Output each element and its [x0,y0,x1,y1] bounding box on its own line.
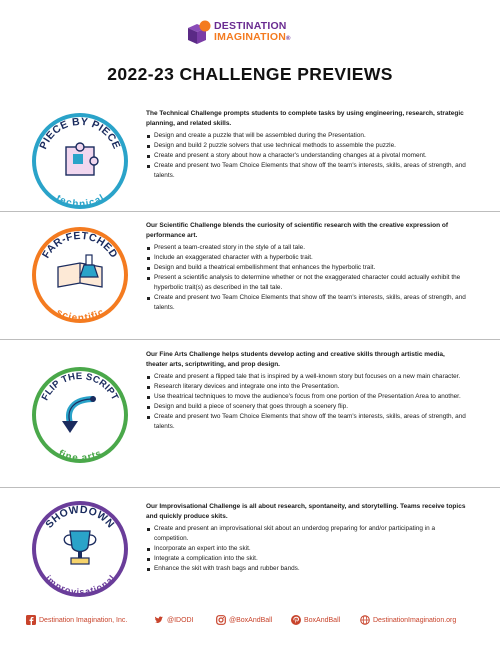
requirement-item: Use theatrical techniques to move the audience's focus from one portion of the Presentation Area to another. [146,392,468,402]
badge-category: scientific [54,307,106,325]
requirement-item: Integrate a complication into the skit. [146,554,468,564]
requirement-item: Include an exaggerated character with a hyperbolic trait. [146,253,468,263]
page-title: 2022-23 CHALLENGE PREVIEWS [107,64,393,84]
requirement-item: Design and build a theatrical embellishment that enhances the hyperbolic trait. [146,263,468,273]
requirement-item: Enhance the skit with trash bags and rubber bands. [146,564,468,574]
requirement-item: Create and present a flipped tale that is inspired by a well-known story but focuses on a new main character. [146,372,468,382]
twitter-link[interactable] [154,615,194,625]
challenge-badge [30,111,130,211]
badge-category: fine arts [56,448,104,465]
requirement-item: Design and create a puzzle that will be assembled during the Presentation. [146,131,468,141]
challenge-description [146,502,468,574]
facebook-link[interactable] [26,615,127,625]
requirement-list [146,243,468,313]
requirement-item: Incorporate an expert into the skit. [146,544,468,554]
logo-registered-mark: ® [286,36,291,42]
requirement-list [146,372,468,432]
twitter-icon [154,615,164,625]
twitter-handle: @IDODI [167,616,194,624]
puzzle-icon [66,143,98,175]
requirement-item: Research literary devices and integrate one into the Presentation. [146,382,468,392]
badge-title: FAR-FETCHED [39,229,120,261]
logo-line-2: IMAGINATION [214,31,286,43]
website-link[interactable] [360,615,456,625]
requirement-item: Create and present an improvisational skit about an underdog preparing for and/or participating in a competition. [146,524,468,544]
section-divider [0,211,500,212]
badge-title: SHOWDOWN [43,503,117,531]
challenge-intro: Our Improvisational Challenge is all about research, spontaneity, and storytelling. Teams receive topics and quickly produce skits. [146,503,466,520]
globe-icon [360,615,370,625]
requirement-item: Design and build 2 puzzle solvers that use technical methods to assemble the puzzle. [146,141,468,151]
challenge-intro: Our Scientific Challenge blends the curiosity of scientific research with the creative expression of performance art. [146,222,448,239]
requirement-item: Design and build a piece of scenery that goes through a scenery flip. [146,402,468,412]
challenge-intro: The Technical Challenge prompts students to complete tasks by using engineering, research, strategic planning, and related skills. [146,110,464,127]
requirement-item: Create and present two Team Choice Elements that show off the team's interests, skills, areas of strength, and talents. [146,161,468,181]
instagram-link[interactable] [216,615,272,625]
section-divider [0,339,500,340]
challenge-description [146,350,468,432]
challenge-intro: Our Fine Arts Challenge helps students develop acting and creative skills through artistic media, theater arts, scriptwriting, and prop design. [146,351,445,368]
destination-imagination-logo [186,20,336,48]
pinterest-icon [291,615,301,625]
badge-title: PIECE BY PIECE [37,115,123,152]
requirement-item: Create and present two Team Choice Elements that show off the team's interests, skills, areas of strength, and talents. [146,293,468,313]
facebook-icon [26,615,36,625]
badge-category: improvisational [43,573,117,598]
pinterest-link[interactable] [291,615,340,625]
requirement-list [146,131,468,181]
challenge-badge [30,499,130,599]
requirement-item: Present a team-created story in the style of a tall tale. [146,243,468,253]
logo-line-1: DESTINATION [214,20,287,32]
challenge-badge [30,365,130,465]
facebook-handle: Destination Imagination, Inc. [39,616,128,624]
badge-category: technical [53,192,107,211]
requirement-item: Present a scientific analysis to determine whether or not the exaggerated character could actually exhibit the hyperbolic trait(s) as described in the tall tale. [146,273,468,293]
logo-cube-icon [186,20,212,46]
challenge-description [146,109,468,181]
challenge-description [146,221,468,313]
requirement-item: Create and present two Team Choice Elements that show off the team's interests, skills, areas of strength, and talents. [146,412,468,432]
instagram-handle: @BoxAndBall [229,616,273,624]
challenge-badge [30,225,130,325]
pinterest-handle: BoxAndBall [304,616,341,624]
requirement-item: Create and present a story about how a character's understanding changes at a pivotal moment. [146,151,468,161]
requirement-list [146,524,468,574]
website-url: DestinationImagination.org [373,616,457,624]
instagram-icon [216,615,226,625]
badge-title: FLIP THE SCRIPT [39,370,121,403]
social-footer [0,611,500,631]
section-divider [0,487,500,488]
